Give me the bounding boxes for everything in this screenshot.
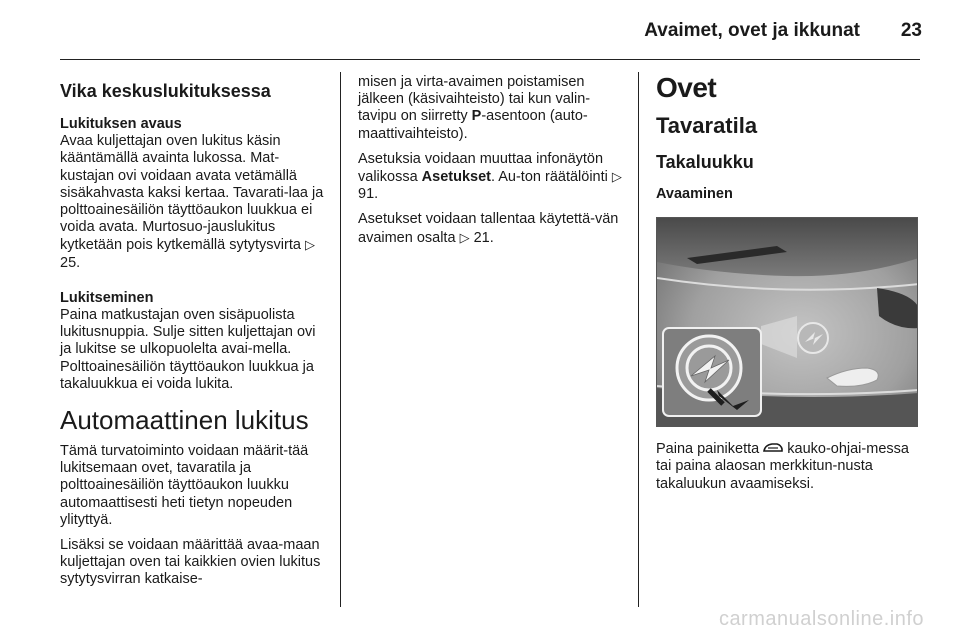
subheading: Lukitseminen xyxy=(60,289,154,306)
gear-position-label: P xyxy=(471,108,482,125)
paragraph-text: Avaa kuljettajan oven lukitus käsin kääntämällä avainta lukossa. Mat-kustajan ovi voidaan avata vetämällä sisäkahvasta kaksi kertaa. Tavarati-laa ja polttoainesäiliön täyttöaukon luukkua ei voida avata. Murtosuo-jauslukitus kytketään pois kytkemällä sytytysvirta xyxy=(60,133,324,254)
column-1 xyxy=(60,74,330,597)
paragraph-text: -asentoon (auto-maattivaihteisto). xyxy=(358,108,588,142)
paragraph-text: Paina painiketta xyxy=(656,441,760,458)
section-heading: Tavaratila xyxy=(656,113,758,138)
column-2 xyxy=(358,74,626,255)
paragraph-text: . Au-ton räätälöinti xyxy=(490,169,608,186)
chapter-heading: Ovet xyxy=(656,72,717,103)
paragraph xyxy=(358,74,626,143)
column-3 xyxy=(656,72,920,501)
cross-reference-link[interactable]: 25. xyxy=(60,254,81,271)
watermark: carmanualsonline.info xyxy=(718,608,924,630)
paragraph xyxy=(358,211,626,246)
tailgate-illustration xyxy=(656,217,918,427)
page-number: 23 xyxy=(900,20,922,41)
cross-reference-icon: ▷ xyxy=(611,169,622,185)
paragraph: Lisäksi se voidaan määrittää avaa-maan kuljettajan oven tai kaikkien ovien lukitus sytytysvirran katkaise- xyxy=(60,537,321,588)
paragraph xyxy=(656,441,920,493)
subheading: Avaaminen xyxy=(656,186,733,202)
paragraph xyxy=(60,133,330,272)
paragraph xyxy=(358,151,626,204)
paragraph-text: Asetuksia voidaan muuttaa infonäytön valikossa xyxy=(358,150,604,186)
header-rule xyxy=(60,59,920,60)
column-divider xyxy=(638,72,639,607)
menu-name: Asetukset xyxy=(421,169,491,186)
cross-reference-icon: ▷ xyxy=(459,229,470,245)
cross-reference-icon: ▷ xyxy=(304,237,315,253)
column-divider xyxy=(340,72,341,607)
running-header-title: Avaimet, ovet ja ikkunat xyxy=(644,20,860,41)
cross-reference-link[interactable]: 21. xyxy=(473,229,494,246)
paragraph: Tämä turvatoiminto voidaan määrit-tää lukitsemaan ovet, tavaratila ja polttoainesäiliön täyttöaukon luukku automaattisesti heti tietyn nopeuden ylityttyä. xyxy=(60,443,309,528)
car-tailgate-icon xyxy=(763,441,787,457)
paragraph-text: misen ja virta-avaimen poistamisen jälkeen (käsivaihteisto) tai kun valin-tavipu on siirretty xyxy=(358,74,591,125)
paragraph: Paina matkustajan oven sisäpuolista lukitusnuppia. Sulje sitten kuljettajan ovi ja lukitse se ulkopuolelta avai-mella. Polttoainesäiliön täyttöaukon luukkua ja takaluukkua ei voida lukita. xyxy=(60,307,316,392)
section-heading: Automaattinen lukitus xyxy=(60,405,309,436)
section-heading: Vika keskuslukituksessa xyxy=(60,81,271,101)
paragraph-text: kauko-ohjai-messa tai paina alaosan merkkitun-nusta takaluukun avaamiseksi. xyxy=(656,441,909,492)
subsection-heading: Takaluukku xyxy=(656,152,754,172)
paragraph-text: Asetukset voidaan tallentaa käytettä-vän avaimen osalta xyxy=(358,211,619,246)
tailgate-figure xyxy=(657,218,918,427)
cross-reference-link[interactable]: 91. xyxy=(358,186,379,203)
subheading: Lukituksen avaus xyxy=(60,116,182,132)
